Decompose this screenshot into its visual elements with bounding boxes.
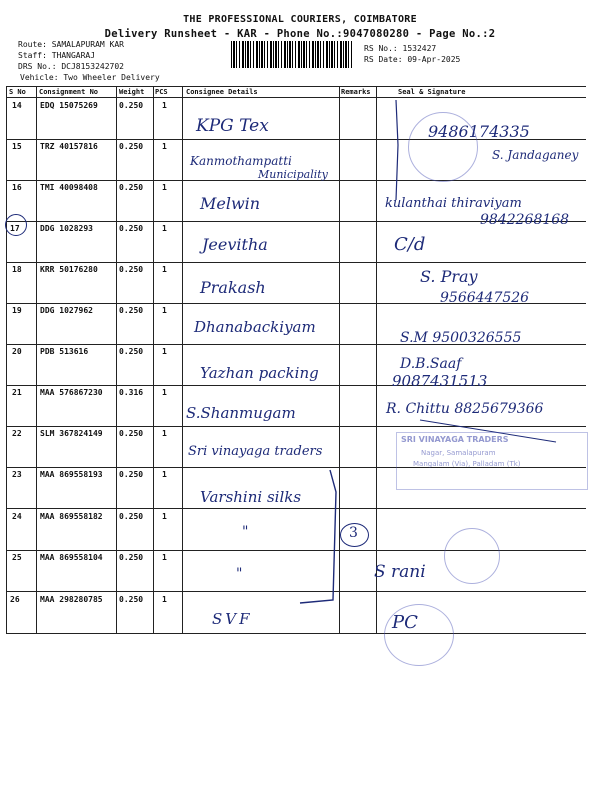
row-pcs: 1 [162, 388, 167, 397]
col-weight: Weight [119, 88, 145, 96]
row-sno: 16 [12, 183, 22, 192]
row-pcs: 1 [162, 553, 167, 562]
row-signature: R. Chittu 8825679366 [386, 401, 544, 417]
row-consignment: MAA 869558104 [40, 553, 103, 562]
row-weight: 0.250 [119, 347, 144, 356]
row-consignee-ditto: " [242, 524, 249, 540]
row-sno: 21 [12, 388, 22, 397]
row-weight: 0.250 [119, 595, 144, 604]
row-sno: 25 [12, 553, 22, 562]
row-weight: 0.250 [119, 553, 144, 562]
row-signature: S.M 9500326555 [400, 330, 522, 346]
row-consignee: Jeevitha [202, 235, 268, 254]
row-sno: 20 [12, 347, 22, 356]
row-consignment: TRZ 40157816 [40, 142, 98, 151]
row-weight: 0.250 [119, 183, 144, 192]
row-signature-phone: 9087431513 [392, 372, 488, 390]
row-signature: C/d [394, 234, 426, 255]
rs-number: RS No.: 1532427 [364, 44, 437, 53]
circular-stamp [444, 528, 500, 584]
vehicle-label: Vehicle: Two Wheeler Delivery [20, 73, 160, 82]
row-sno: 17 [10, 224, 20, 233]
row-signature-phone: 9842268168 [480, 212, 570, 228]
row-consignment: SLM 367824149 [40, 429, 103, 438]
row-weight: 0.250 [119, 142, 144, 151]
row-sno: 22 [12, 429, 22, 438]
row-consignee: S.Shanmugam [186, 404, 296, 422]
row-consignee: SVF [212, 610, 253, 628]
row-signature: D.B.Saaf [400, 356, 462, 372]
row-weight: 0.250 [119, 429, 144, 438]
row-sno: 18 [12, 265, 22, 274]
row-signature: PC [392, 612, 418, 633]
col-sno: S No [9, 88, 26, 96]
row-pcs: 1 [162, 183, 167, 192]
row-consignment: PDB 513616 [40, 347, 89, 356]
col-remarks: Remarks [341, 88, 371, 96]
circular-stamp [384, 604, 454, 666]
drs-label: DRS No.: DCJ8153242702 [18, 62, 124, 71]
row-consignee: Varshini silks [200, 488, 302, 506]
row-pcs: 1 [162, 512, 167, 521]
row-signature-phone: 9566447526 [440, 290, 530, 306]
row-weight: 0.250 [119, 512, 144, 521]
row-consignment: TMI 40098408 [40, 183, 98, 192]
row-consignee: KPG Tex [196, 116, 269, 136]
row-pcs: 1 [162, 101, 167, 110]
row-consignee: Yazhan packing [200, 364, 319, 382]
row-sno: 15 [12, 142, 22, 151]
row-consignment: MAA 576867230 [40, 388, 103, 397]
row-sno: 24 [12, 512, 22, 521]
row-pcs: 1 [162, 224, 167, 233]
row-pcs: 1 [162, 429, 167, 438]
row-sno: 23 [12, 470, 22, 479]
row-signature: 9486174335 [428, 122, 530, 141]
row-consignee: Kanmothampatti [190, 154, 292, 168]
row-sno: 19 [12, 306, 22, 315]
shop-stamp [396, 432, 588, 490]
shop-stamp-line1: SRI VINAYAGA TRADERS [401, 435, 509, 444]
row-pcs: 1 [162, 265, 167, 274]
col-pcs: PCS [155, 88, 168, 96]
rs-date: RS Date: 09-Apr-2025 [364, 55, 461, 64]
staff-label: Staff: THANGARAJ [18, 51, 96, 60]
route-label: Route: SAMALAPURAM KAR [18, 40, 124, 49]
row-consignee-ditto: " [236, 566, 243, 582]
row-pcs: 1 [162, 142, 167, 151]
col-consignee: Consignee Details [186, 88, 258, 96]
row-consignment: DDG 1027962 [40, 306, 93, 315]
row-pcs: 1 [162, 347, 167, 356]
row-consignment: MAA 869558182 [40, 512, 103, 521]
row-consignee: Melwin [200, 194, 261, 213]
row-signature: S. Pray [420, 267, 478, 286]
row-sno: 14 [12, 101, 22, 110]
row-pcs: 1 [162, 306, 167, 315]
runsheet-subtitle: Delivery Runsheet - KAR - Phone No.:9047080280 - Page No.:2 [104, 28, 496, 40]
row-consignment: EDQ 15075269 [40, 101, 98, 110]
remarks-mark-text: 3 [349, 525, 358, 541]
row-weight: 0.250 [119, 224, 144, 233]
row-consignment: KRR 50176280 [40, 265, 98, 274]
row-signature: S rani [374, 562, 426, 582]
row-consignee-line2: Municipality [258, 168, 328, 181]
row-signature: kulanthai thiraviyam [385, 196, 522, 211]
row-consignee: Dhanabackiyam [194, 318, 316, 336]
col-consignment: Consignment No [39, 88, 99, 96]
row-consignee: Sri vinayaga traders [188, 444, 323, 459]
row-pcs: 1 [162, 470, 167, 479]
row-consignment: DDG 1028293 [40, 224, 93, 233]
row-weight: 0.250 [119, 306, 144, 315]
row-weight: 0.250 [119, 265, 144, 274]
shop-stamp-line3: Mangalam (Via), Palladam (Tk) [413, 460, 521, 468]
shop-stamp-line2: Nagar, Samalapuram [421, 449, 496, 457]
row-weight: 0.250 [119, 470, 144, 479]
row-signature-name: S. Jandaganey [492, 148, 579, 162]
row-sno: 26 [10, 595, 20, 604]
row-weight: 0.250 [119, 101, 144, 110]
remarks-circle-mark [340, 523, 369, 547]
circular-stamp [408, 112, 478, 182]
row-pcs: 1 [162, 595, 167, 604]
row-consignee: Prakash [200, 278, 266, 297]
row-weight: 0.316 [119, 388, 144, 397]
row-consignment: MAA 869558193 [40, 470, 103, 479]
company-title: THE PROFESSIONAL COURIERS, COIMBATORE [183, 14, 417, 25]
row-consignment: MAA 298280785 [40, 595, 103, 604]
col-seal: Seal & Signature [398, 88, 466, 96]
